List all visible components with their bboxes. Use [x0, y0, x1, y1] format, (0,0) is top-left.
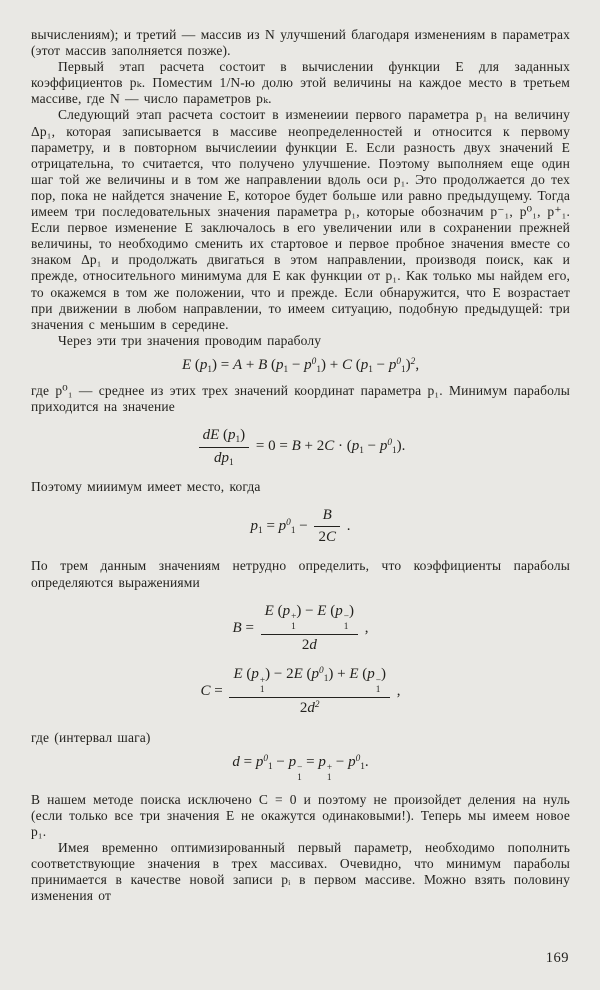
paragraph-coefficients-intro: По трем данным значениям нетрудно определить, что коэффициенты параболы определяются выражениями	[31, 558, 570, 590]
formula-step-interval: $d = p^01 - p$ − 1 = p + 1 − $p^01$.	[232, 753, 369, 783]
formula-derivative: $\frac{dE (p1)}{dp1}$ = $0 = B + 2C \cdot (p1 - p^01)$.	[31, 427, 570, 467]
formula-coefficient-c: C = E (p + 1 ) − 2E $(p^01) + E$ (p − 1 ) $2d^2$ ,	[200, 665, 401, 717]
paragraph-mean-value: где p⁰₁ — среднее из этих трех значений координат параметра p₁. Минимум параболы приходится на значение	[31, 383, 570, 415]
formula-minimum: $p1 = p^01$ − $\frac{B}{2C}$ .	[250, 506, 351, 546]
paragraph-parabola-intro: Через эти три значения проводим параболу	[58, 332, 322, 348]
formula-parabola: E (p1) = A + B $(p1 - p^01) + C$ $(p1 - p^01)^2$,	[181, 356, 420, 375]
formula-coefficient-b: B = E (p + 1 ) − E (p − 1 ) 2d ,	[232, 602, 369, 653]
paragraph-first-stage: Первый этап расчета состоит в вычислении функции E для заданных коэффициентов pₖ. Поместим 1/N-ю долю этой величины на каждое место в третьем массиве, где N — число параметров pₖ.	[31, 59, 570, 107]
paragraph-next-stage: Следующий этап расчета состоит в изменеиии первого параметра p₁ на величину Δp₁, которая записывается в массиве неопределенностей и относится к первому параметру, и в повторном вычислеиии функции E. Если разность двух значений E отрицательна, то считается, что получено улучшение. Поэтому выполняем еще один шаг той же величины и в том же направлении вдоль оси p₁. Это продолжается до тех пор, пока не найдется значение E, которое будет больше или равно предыдущему. Тогда имеем три последовательных значения параметра p₁, которые обозначим p⁻₁, p⁰₁, p⁺₁. Если первое изменение E заключалось в его увеличении или в сохранении прежней величины, то необходимо сменить их стартовое и первое пробное значения вместе со знаком Δp₁ и продолжать двигаться в этом направлении, производя поиск, как и прежде, относительного минимума для E как функции от p₁. Как только мы найдем его, то окажемся в том же положении, что и прежде. Если обнаружится, что E возрастает при движении в любом направлении, то имеем ситуацию, подобную предыдущей: три значения с меньшим в середине.	[31, 107, 570, 332]
paragraph-minimum-intro: Поэтому мииимум имеет место, когда	[31, 478, 261, 494]
paragraph-continuation: вычислениям); и третий — массив из N улучшений благодаря изменениям в параметрах (этот массив заполняется позже).	[31, 27, 570, 59]
page-number: 169	[545, 950, 569, 966]
paragraph-step-interval-intro: где (интервал шага)	[31, 729, 151, 745]
paragraph-division-by-zero: В нашем методе поиска исключено C = 0 и поэтому не произойдет деления на нуль (если только все три значения E не окажутся одинаковыми!). Теперь мы имеем новое p₁.	[31, 791, 570, 840]
paragraph-arrays-update: Имея временно оптимизированный первый параметр, необходимо пополнить соответствующие значения в трех массивах. Очевидно, что минимум параболы принимается в качестве новой записи pᵢ в первом массиве. Можно взять половину изменения от	[31, 840, 570, 904]
